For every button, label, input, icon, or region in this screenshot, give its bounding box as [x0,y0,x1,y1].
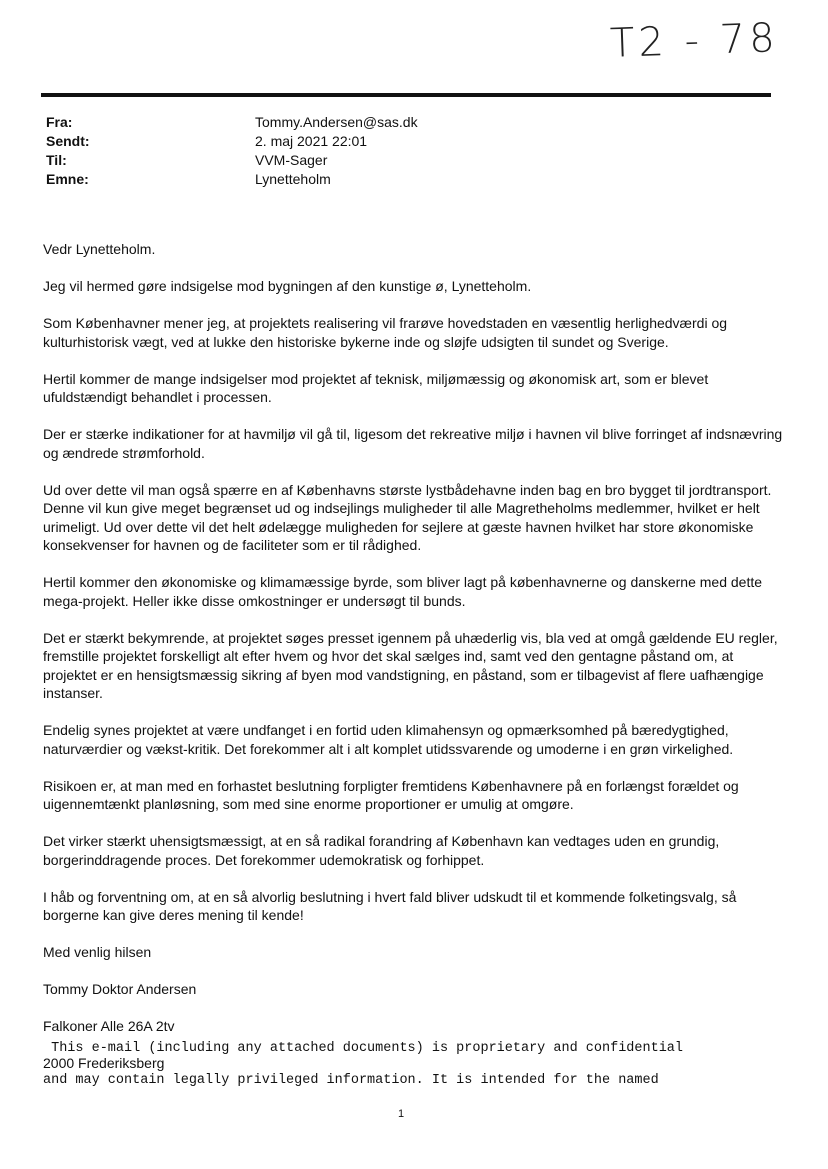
email-header [46,113,418,189]
paragraph: Ud over dette vil man også spærre en af Københavns største lystbådehavne inden bag en bro bygget til jordtransport. Denne vil kun give meget begrænset ud og indsejlings muligheder til alle Magretheholms medlemmer, hvilket er helt urimeligt. Ud over dette vil det helt ødelægge muligheden for sejlere at gæste havnen hvilket har store økonomiske konsekvenser for havnen og de faciliteter som er til rådighed. [43,481,772,553]
sent-value: 2. maj 2021 22:01 [255,133,368,149]
from-label: Fra: [46,114,73,130]
to-label: Til: [46,152,67,168]
paragraph: Endelig synes projektet at være undfanget i en fortid uden klimahensyn og opmærksomhed på bæredygtighed, naturværdier og vækst-kritik. Det forekommer alt i alt komplet utidssvarende og umoderne i en grøn virkelighed. [43,722,734,757]
email-body [43,240,783,1091]
to-value: VVM-Sager [255,152,328,168]
sent-label: Sendt: [46,133,90,149]
from-row [46,113,418,132]
signature-street: Falkoner Alle 26A 2tv [43,1018,175,1034]
subject-row [46,170,418,189]
page-number: 1 [398,1108,405,1120]
paragraph: Det virker stærkt uhensigtsmæssigt, at en så radikal forandring af København kan vedtages uden en grundig, borgerinddragende proces. Det forekommer udemokratisk og forhippet. [43,833,720,868]
signature-name: Tommy Doktor Andersen [43,981,197,997]
paragraph: Hertil kommer de mange indsigelser mod projektet af teknisk, miljømæssig og økonomisk art, som er blevet ufuldstændigt behandlet i processen. [43,370,709,405]
greeting: Vedr Lynetteholm. [43,241,156,257]
signature-city: 2000 Frederiksberg [43,1055,165,1071]
to-row [46,151,418,170]
paragraph: Det er stærkt bekymrende, at projektet søges presset igennem på uhæderlig vis, bla ved at omgå gældende EU regler, fremstille projektet forskelligt alt efter hvem og hvor det skal sælges ind, samt ved den gentagne påstand om, at projektet er en hensigtsmæssig sikring af byen mod vandstigning, en påstand, som er tilbagevist af flere uafhængige instanser. [43,629,778,701]
subject-value: Lynetteholm [255,171,331,187]
from-value: Tommy.Andersen@sas.dk [255,114,418,130]
paragraph: Som Københavner mener jeg, at projektets realisering vil frarøve hovedstaden en væsentlig herlighedværdi og kulturhistorisk vægt, ved at lukke den historiske bykerne inde og sløjfe udsigten til sundet og Sverige. [43,315,728,350]
header-divider [41,93,771,97]
paragraph: Der er stærke indikationer for at havmiljø vil gå til, ligesom det rekreative miljø i havnen vil blive forringet af indsnævring og ændrede strømforhold. [43,426,783,461]
document-stamp: T2 - 78 [609,15,780,67]
paragraph: Jeg vil hermed gøre indsigelse mod bygningen af den kunstige ø, Lynetteholm. [43,278,532,294]
disclaimer-line-2: and may contain legally privileged information. It is intended for the named [43,1073,659,1088]
paragraph: Risikoen er, at man med en forhastet beslutning forpligter fremtidens Københavnere på en forlængst forældet og uigennemtænkt planløsning, som med sine enorme proportioner er umulig at omgøre. [43,777,739,812]
disclaimer-line-1: This e-mail (including any attached documents) is proprietary and confidential [43,1041,684,1056]
sent-row [46,132,418,151]
signature-closing: Med venlig hilsen [43,944,152,960]
paragraph: I håb og forventning om, at en så alvorlig beslutning i hvert fald bliver udskudt til et kommende folketingsvalg, så borgerne kan give deres mening til kende! [43,888,737,923]
subject-label: Emne: [46,171,89,187]
paragraph: Hertil kommer den økonomiske og klimamæssige byrde, som bliver lagt på københavnerne og danskerne med dette mega-projekt. Heller ikke disse omkostninger er undersøgt til bunds. [43,574,763,609]
